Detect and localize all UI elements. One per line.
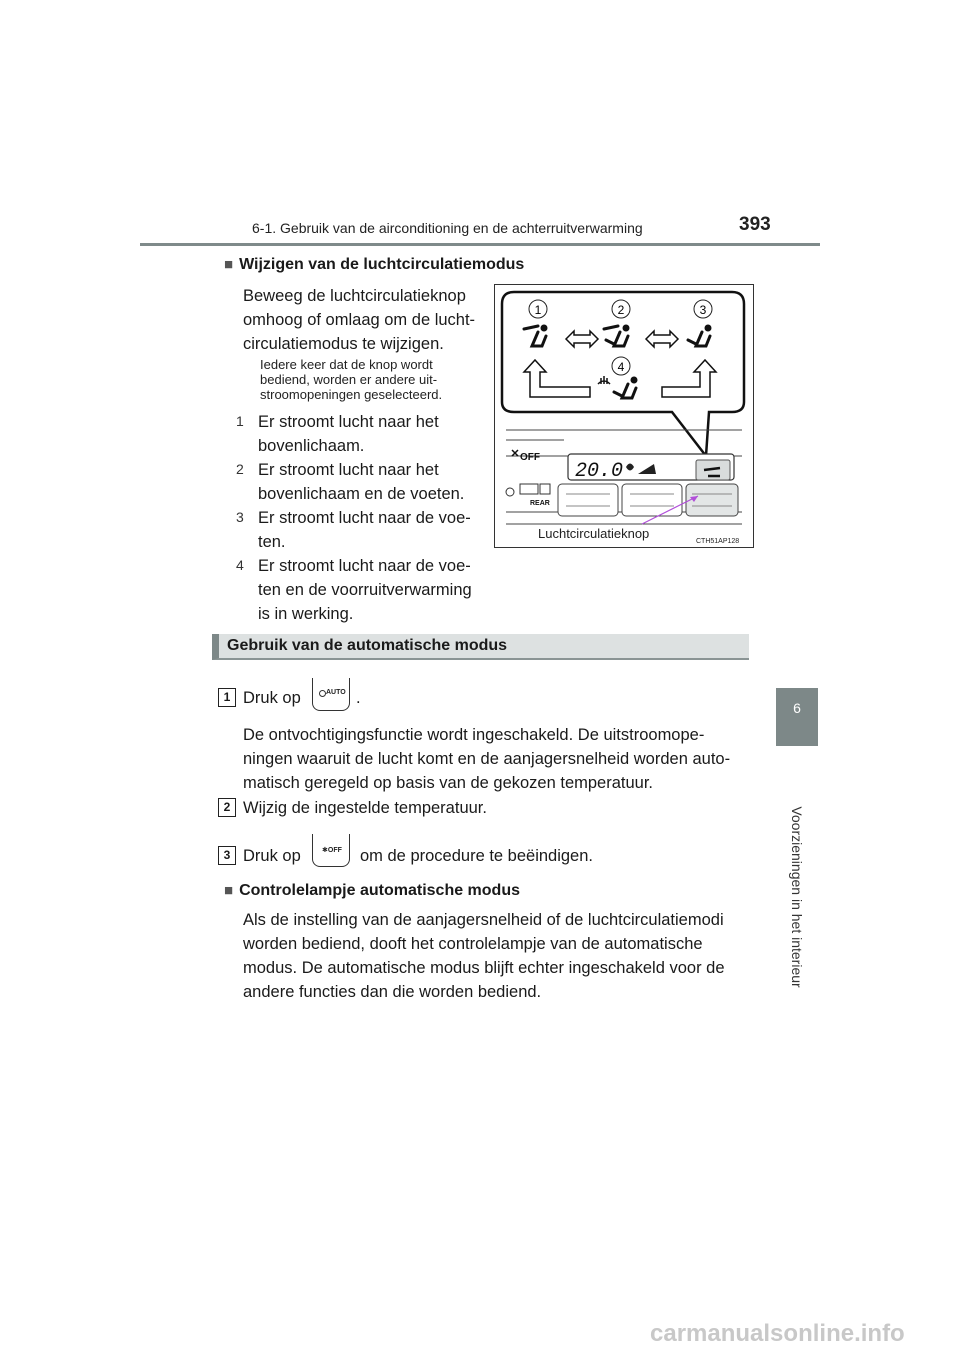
knob-label: Luchtcirculatieknop (538, 526, 650, 541)
callout-number: 1 (236, 413, 244, 429)
step-3-prefix: Druk op (243, 847, 301, 865)
indicator-icon (319, 690, 326, 697)
sub-heading-indicator: ■ Controlelampje automatische modus (224, 882, 520, 899)
step-number-3: 3 (218, 846, 236, 865)
step-1-text: Druk op (243, 689, 301, 707)
square-bullet-icon: ■ (224, 882, 234, 899)
off-button-label: OFF (520, 452, 540, 463)
callout-number: 3 (236, 509, 244, 525)
chapter-label: Voorzieningen in het interieur (789, 806, 805, 988)
callout-2: 2 (617, 303, 625, 317)
list-item: 1 Er stroomt lucht naar het bovenlichaam. (236, 413, 439, 455)
step-2-text: Wijzig de ingestelde temperatuur. (243, 799, 487, 817)
step-1-suffix: . (356, 689, 361, 707)
step-1-detail: De ontvochtigingsfunctie wordt ingeschakeld. De uitstroomope- ningen waaruit de lucht komt en de aanjagersnelheid worden auto- matisch geregeld op basis van de gekozen temperatuur. (243, 726, 731, 792)
temperature-display: 20.0 (575, 460, 624, 483)
running-header: 6-1. Gebruik van de airconditioning en de achterruitverwarming (252, 220, 643, 236)
list-item: 3 Er stroomt lucht naar de voe- ten. (236, 509, 471, 551)
section-heading-recirc: ■ Wijzigen van de luchtcirculatiemodus (224, 256, 525, 273)
square-bullet-icon: ■ (224, 256, 234, 273)
off-button-image: ✱OFF (312, 834, 350, 867)
page-number: 393 (739, 214, 771, 235)
chapter-tab: 6 (776, 688, 818, 746)
watermark: carmanualsonline.info (650, 1320, 905, 1347)
callout-number: 2 (236, 461, 244, 477)
callout-number: 4 (236, 557, 244, 573)
figure-illustration (494, 284, 754, 548)
callout-4: 4 (617, 360, 625, 374)
sub-body: Als de instelling van de aanjagersnelheid of de luchtcirculatiemodi worden bediend, dooft het controlelampje van de automatische modus. De automatische modus blijft echter ingeschakeld voor de andere functies dan die worden bediend. (243, 911, 725, 1001)
auto-button-image: AUTO (312, 678, 350, 711)
figure-code: CTH51AP128 (696, 538, 740, 545)
step-number-2: 2 (218, 798, 236, 817)
list-item: 4 Er stroomt lucht naar de voe- ten en de voorruitverwarming is in werking. (236, 557, 472, 623)
callout-1: 1 (534, 303, 542, 317)
figure-air-recirculation (494, 284, 754, 548)
callout-3: 3 (699, 303, 707, 317)
list-item: 2 Er stroomt lucht naar het bovenlichaam en de voeten. (236, 461, 465, 503)
intro-paragraph: Beweeg de luchtcirculatieknop omhoog of omlaag om de lucht- circulatiemodus te wijzigen. (243, 287, 476, 353)
rear-label: REAR (530, 500, 550, 507)
step-3-suffix: om de procedure te beëindigen. (360, 847, 593, 865)
step-number-1: 1 (218, 688, 236, 707)
section-bar-auto-mode: Gebruik van de automatische modus (212, 634, 749, 660)
note-paragraph: Iedere keer dat de knop wordt bediend, worden er andere uit- stroomopeningen geselecteerd. (260, 357, 443, 402)
header-rule (140, 243, 820, 246)
